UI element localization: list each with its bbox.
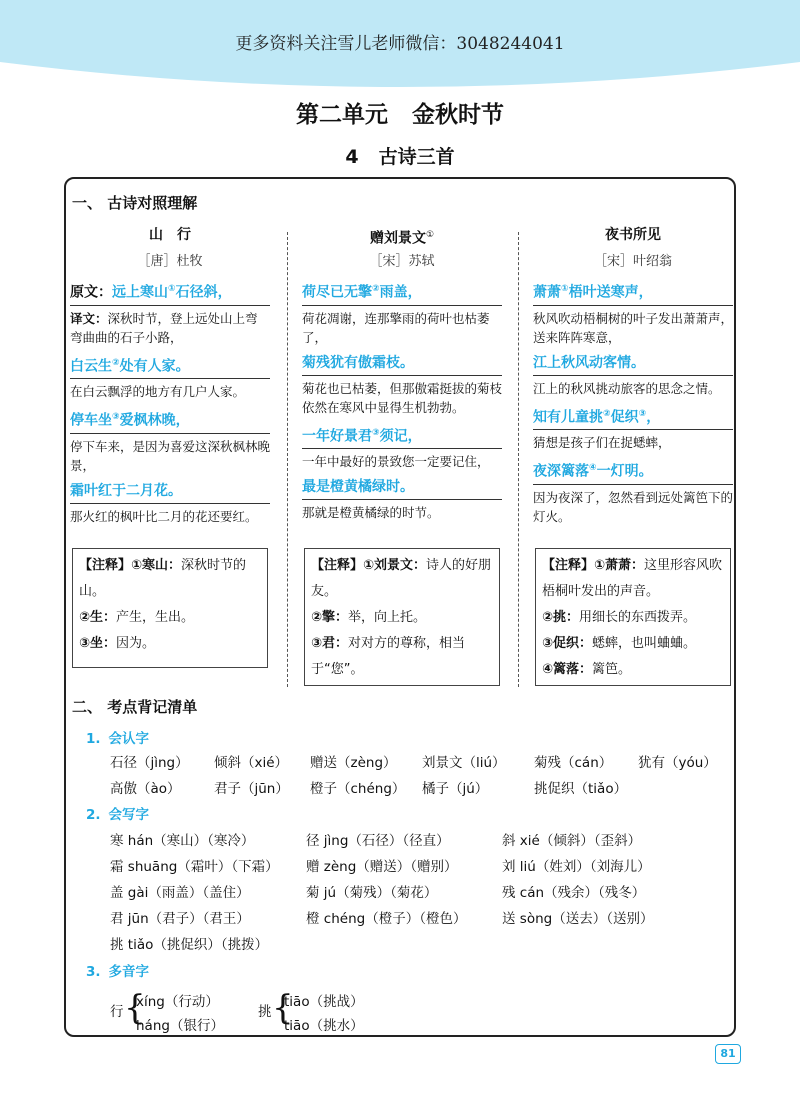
lesson-title (0, 142, 800, 169)
poem-translation: 菊花也已枯萎，但那傲霜挺拔的菊枝依然在寒风中显得生机勃勃。 (302, 380, 503, 415)
poem-line: 一年好景君③须记， (302, 423, 502, 450)
poem-column-shanxing (70, 225, 270, 526)
poem-translation: 秋风吹动梧桐树的叶子发出萧萧声，送来阵阵寒意， (533, 310, 734, 345)
word-item: 挑促织（tiǎo） (534, 781, 628, 797)
poem-line: 夜深篱落④一灯明。 (533, 458, 733, 485)
poem-line: 荷尽已无擎②雨盖， (302, 279, 502, 306)
word-item: 犹有（yóu） (638, 755, 717, 771)
section1-title: 一、 古诗对照理解 (72, 194, 198, 212)
unit-title (0, 96, 800, 129)
column-divider (518, 232, 519, 687)
poem-title: 山 行 (149, 227, 191, 243)
subsection-polyphone: 3. 多音字 (86, 964, 150, 980)
poem-title: 赠刘景文① (369, 230, 435, 247)
poem-translation: 那火红的枫叶比二月的花还要红。 (70, 508, 258, 524)
subsection-recognize: 1. 会认字 (86, 731, 150, 747)
poem-translation: 荷花凋谢，连那擎雨的荷叶也枯萎了， (302, 310, 490, 345)
poem-notes: 【注释】①刘景文：诗人的好朋友。 ②擎：举，向上托。 ③君：对对方的尊称，相当于“您”。 (304, 548, 500, 686)
poem-line: 停车坐③爱枫林晚， (70, 407, 270, 434)
poem-title: 夜书所见 (605, 227, 661, 243)
word-item: 石径（jìng） (110, 755, 189, 771)
poem-notes: 【注释】①寒山：深秋时节的山。 ②生：产生，生出。 ③坐：因为。 (72, 548, 268, 668)
word-item: 菊残（cán） (534, 755, 613, 771)
poem-author: ［宋］苏轼 (369, 254, 435, 269)
word-item: 高傲（ào） (110, 781, 181, 797)
unit-number: 第二单元 (296, 102, 388, 128)
lesson-number: 4 (345, 146, 359, 168)
word-item: 刘景文（liú） (422, 755, 506, 771)
poem-line: 霜叶红于二月花。 (70, 481, 270, 504)
word-item: 倾斜（xié） (214, 755, 289, 771)
poem-author: ［唐］杜牧 (137, 254, 203, 269)
section2-title: 二、 考点背记清单 (72, 698, 198, 716)
column-divider (287, 232, 288, 687)
word-item: 赠送（zèng） (310, 755, 397, 771)
wechat-notice: 更多资料关注雪儿老师微信：3048244041 (235, 34, 565, 54)
poem-line: 知有儿童挑②促织③， (533, 404, 733, 431)
poem-line: 菊残犹有傲霜枝。 (302, 353, 502, 376)
poem-line: 萧萧①梧叶送寒声， (533, 279, 733, 306)
poem-line: 白云生②处有人家。 (70, 353, 270, 380)
word-item: 君子（jūn） (214, 781, 289, 797)
poem-translation: 停下车来，是因为喜爱这深秋枫林晚景， (70, 438, 271, 473)
word-item: 橘子（jú） (422, 781, 489, 797)
poem-translation: 译文：深秋时节，登上远处山上弯弯曲曲的石子小路， (70, 310, 258, 345)
poem-translation: 在白云飘浮的地方有几户人家。 (70, 384, 246, 400)
poem-column-yeshusuojian (533, 225, 733, 526)
poem-notes: 【注释】①萧萧：这里形容风吹梧桐叶发出的声音。 ②挑：用细长的东西拨弄。 ③促织：蟋蟀，也叫蛐蛐。 ④篱落：篱笆。 (535, 548, 731, 686)
poem-translation: 因为夜深了，忽然看到远处篱笆下的灯火。 (533, 489, 734, 524)
poem-column-zengliujingwen (302, 225, 502, 522)
poem-author: ［宋］叶绍翁 (593, 254, 672, 269)
unit-name: 金秋时节 (412, 102, 504, 128)
poem-translation: 猜想是孩子们在捉蟋蟀， (533, 435, 671, 451)
page-number: 81 (715, 1044, 741, 1064)
poem-line: 原文：远上寒山①石径斜， (70, 279, 270, 306)
poem-line: 最是橙黄橘绿时。 (302, 477, 502, 500)
poem-translation: 那就是橙黄橘绿的时节。 (302, 505, 440, 521)
subsection-write: 2. 会写字 (86, 807, 150, 823)
poem-translation: 江上的秋风挑动旅客的思念之情。 (533, 380, 721, 396)
poem-translation: 一年中最好的景致您一定要记住， (302, 454, 490, 470)
lesson-name: 古诗三首 (378, 146, 455, 168)
poem-line: 江上秋风动客情。 (533, 353, 733, 376)
word-item: 橙子（chéng） (310, 781, 406, 797)
